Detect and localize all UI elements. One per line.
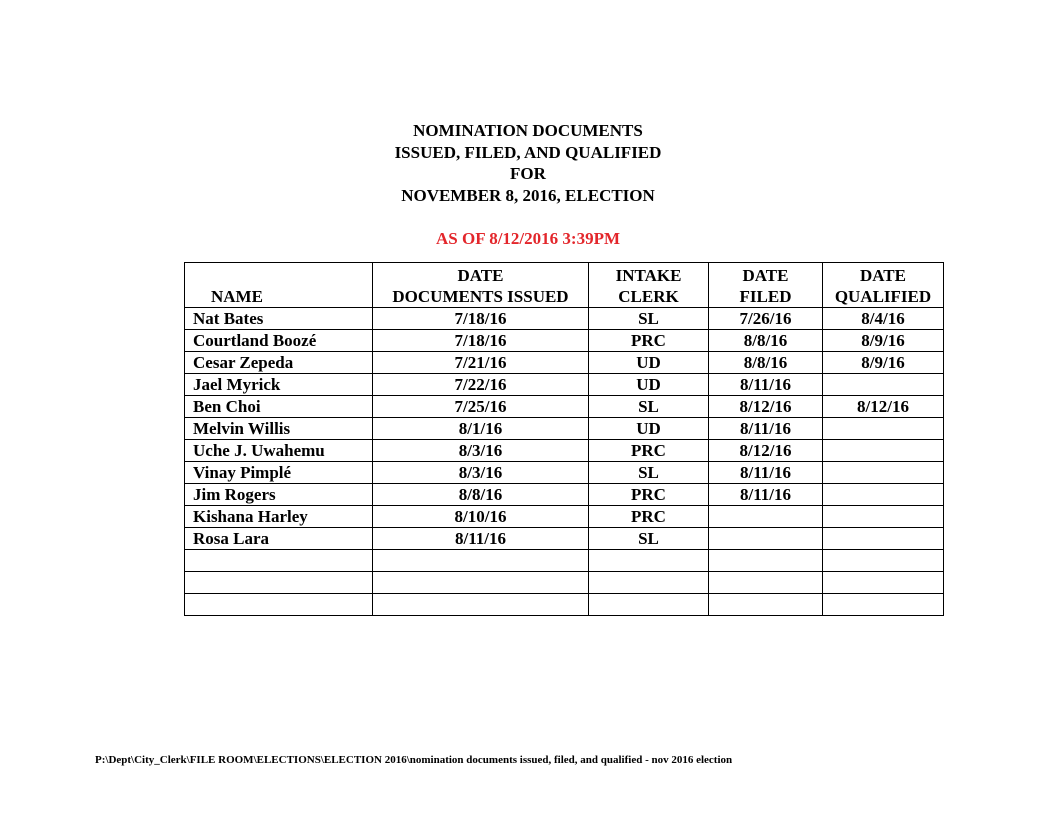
cell-date-qualified <box>823 594 944 616</box>
nomination-table <box>184 262 944 616</box>
cell-documents-issued: 7/18/16 <box>373 330 589 352</box>
cell-date-filed: 8/12/16 <box>709 396 823 418</box>
cell-date-filed <box>709 572 823 594</box>
cell-name <box>185 572 373 594</box>
cell-date-qualified <box>823 506 944 528</box>
column-header-intake-clerk <box>589 263 709 308</box>
cell-name: Jael Myrick <box>185 374 373 396</box>
table-row <box>185 572 944 594</box>
cell-intake-clerk <box>589 572 709 594</box>
column-header-name <box>185 263 373 308</box>
cell-date-qualified: 8/9/16 <box>823 330 944 352</box>
column-header-date-qualified <box>823 263 944 308</box>
table-row <box>185 506 944 528</box>
cell-date-filed <box>709 528 823 550</box>
cell-date-qualified: 8/9/16 <box>823 352 944 374</box>
cell-documents-issued: 8/3/16 <box>373 440 589 462</box>
table-row <box>185 374 944 396</box>
cell-intake-clerk <box>589 594 709 616</box>
cell-date-qualified: 8/4/16 <box>823 308 944 330</box>
cell-intake-clerk: SL <box>589 396 709 418</box>
cell-date-filed <box>709 594 823 616</box>
table-row <box>185 418 944 440</box>
cell-documents-issued <box>373 594 589 616</box>
column-header-line: FILED <box>739 287 792 306</box>
column-header-line: DATE <box>860 266 906 285</box>
cell-intake-clerk: SL <box>589 308 709 330</box>
title-line: NOVEMBER 8, 2016, ELECTION <box>401 185 655 205</box>
table-row <box>185 528 944 550</box>
column-header-line: QUALIFIED <box>834 287 932 306</box>
cell-date-qualified <box>823 374 944 396</box>
cell-documents-issued: 7/25/16 <box>373 396 589 418</box>
cell-documents-issued <box>373 572 589 594</box>
cell-name: Vinay Pimplé <box>185 462 373 484</box>
column-header-line: DOCUMENTS ISSUED <box>392 287 569 306</box>
cell-date-filed: 8/11/16 <box>709 462 823 484</box>
document-title <box>0 120 1056 206</box>
cell-documents-issued <box>373 550 589 572</box>
cell-intake-clerk: UD <box>589 418 709 440</box>
cell-documents-issued: 8/11/16 <box>373 528 589 550</box>
table-row <box>185 396 944 418</box>
table-row <box>185 330 944 352</box>
cell-date-filed <box>709 550 823 572</box>
column-header-line: INTAKE <box>615 266 682 285</box>
cell-documents-issued: 8/8/16 <box>373 484 589 506</box>
cell-intake-clerk: SL <box>589 462 709 484</box>
table-body <box>185 308 944 616</box>
cell-date-filed: 8/11/16 <box>709 374 823 396</box>
cell-name: Courtland Boozé <box>185 330 373 352</box>
cell-date-qualified <box>823 484 944 506</box>
cell-intake-clerk: UD <box>589 374 709 396</box>
cell-date-qualified <box>823 572 944 594</box>
cell-intake-clerk: PRC <box>589 506 709 528</box>
column-header-name-label: NAME <box>211 287 263 306</box>
cell-intake-clerk: PRC <box>589 484 709 506</box>
cell-name: Ben Choi <box>185 396 373 418</box>
table-row <box>185 462 944 484</box>
title-line: NOMINATION DOCUMENTS <box>413 121 643 140</box>
title-line: ISSUED, FILED, AND QUALIFIED <box>394 142 662 162</box>
cell-name: Nat Bates <box>185 308 373 330</box>
table-row <box>185 594 944 616</box>
cell-date-filed <box>709 506 823 528</box>
cell-documents-issued: 7/22/16 <box>373 374 589 396</box>
table-row <box>185 352 944 374</box>
cell-name <box>185 550 373 572</box>
cell-date-filed: 7/26/16 <box>709 308 823 330</box>
cell-intake-clerk: SL <box>589 528 709 550</box>
column-header-documents-issued <box>373 263 589 308</box>
file-path-footer: P:\Dept\City_Clerk\FILE ROOM\ELECTIONS\ELECTION 2016\nomination documents issued, filed, and qualified - nov 2016 election <box>95 754 733 766</box>
cell-intake-clerk: PRC <box>589 330 709 352</box>
column-header-date-filed <box>709 263 823 308</box>
cell-documents-issued: 8/1/16 <box>373 418 589 440</box>
cell-name: Melvin Willis <box>185 418 373 440</box>
cell-date-filed: 8/12/16 <box>709 440 823 462</box>
table-row <box>185 550 944 572</box>
cell-intake-clerk <box>589 550 709 572</box>
cell-documents-issued: 8/3/16 <box>373 462 589 484</box>
cell-name: Jim Rogers <box>185 484 373 506</box>
cell-name: Kishana Harley <box>185 506 373 528</box>
cell-name: Cesar Zepeda <box>185 352 373 374</box>
cell-name: Rosa Lara <box>185 528 373 550</box>
cell-intake-clerk: UD <box>589 352 709 374</box>
cell-name: Uche J. Uwahemu <box>185 440 373 462</box>
table-header-row <box>185 263 944 308</box>
column-header-line: DATE <box>457 266 504 285</box>
cell-documents-issued: 8/10/16 <box>373 506 589 528</box>
cell-date-qualified: 8/12/16 <box>823 396 944 418</box>
cell-date-qualified <box>823 528 944 550</box>
cell-intake-clerk: PRC <box>589 440 709 462</box>
cell-date-filed: 8/8/16 <box>709 330 823 352</box>
column-header-line: CLERK <box>618 287 679 306</box>
cell-documents-issued: 7/18/16 <box>373 308 589 330</box>
cell-date-qualified <box>823 550 944 572</box>
cell-documents-issued: 7/21/16 <box>373 352 589 374</box>
cell-name <box>185 594 373 616</box>
cell-date-filed: 8/11/16 <box>709 418 823 440</box>
cell-date-qualified <box>823 418 944 440</box>
as-of-timestamp: AS OF 8/12/2016 3:39PM <box>436 229 620 248</box>
table-row <box>185 308 944 330</box>
table-row <box>185 484 944 506</box>
title-line: FOR <box>510 164 546 183</box>
column-header-line: DATE <box>742 266 789 285</box>
cell-date-filed: 8/8/16 <box>709 352 823 374</box>
cell-date-qualified <box>823 440 944 462</box>
cell-date-qualified <box>823 462 944 484</box>
cell-date-filed: 8/11/16 <box>709 484 823 506</box>
table-row <box>185 440 944 462</box>
